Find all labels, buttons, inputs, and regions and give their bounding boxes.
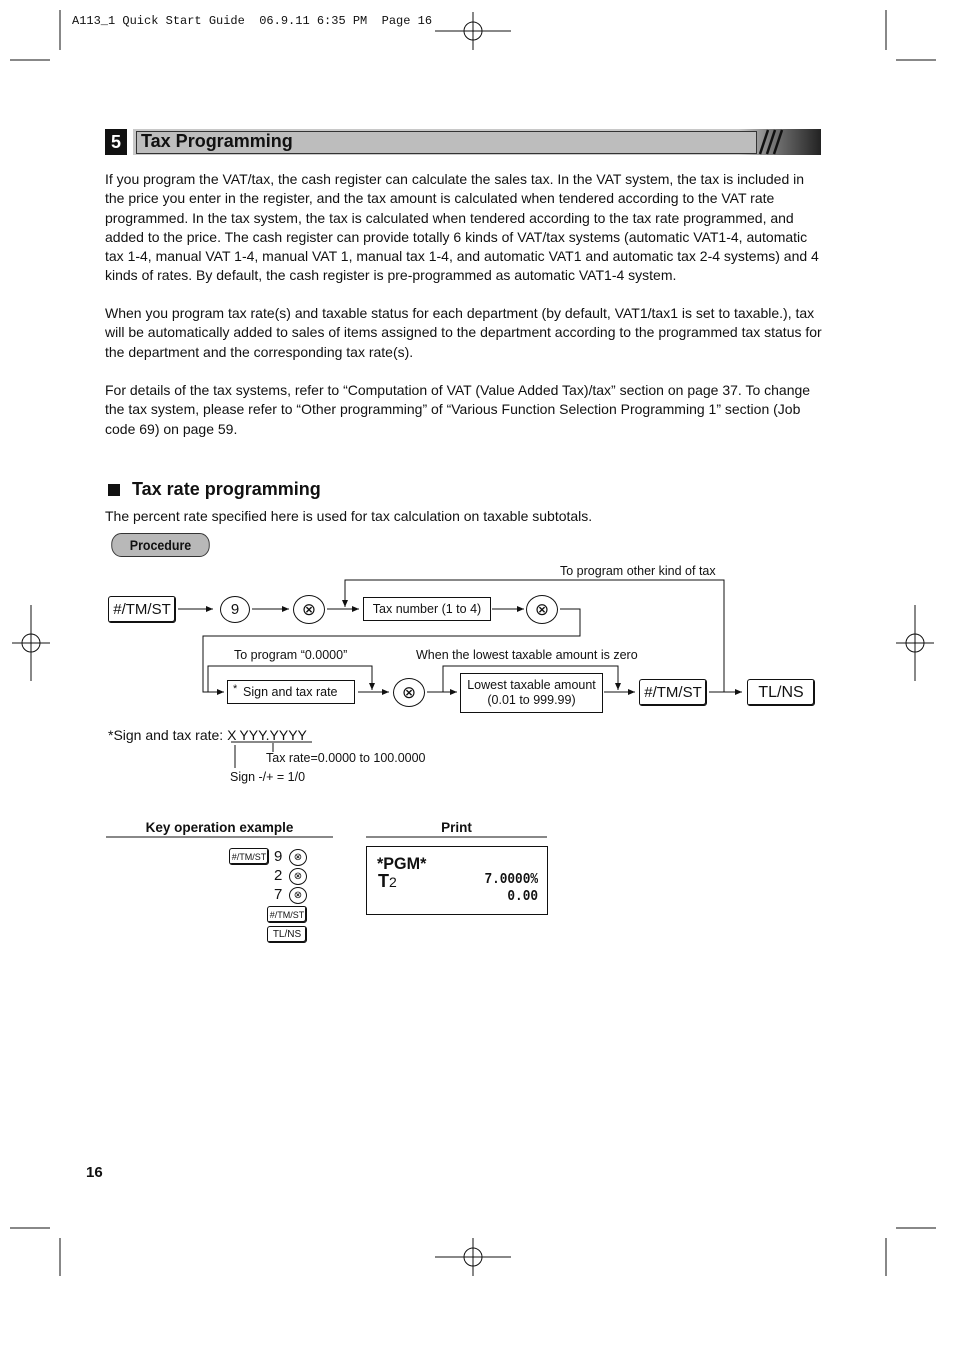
digit-7: 7: [274, 886, 283, 903]
label-other-tax: To program other kind of tax: [560, 564, 716, 578]
tm-st-key: #/TM/ST: [639, 679, 707, 706]
footnote-mark: *: [233, 683, 238, 695]
receipt-amount: 0.00: [507, 888, 538, 905]
format-rate-range: Tax rate=0.0000 to 100.0000: [266, 751, 426, 765]
receipt-print: [366, 846, 548, 915]
receipt-rate: 7.0000%: [484, 871, 538, 888]
print-heading: Print: [441, 820, 472, 835]
digit-9-key: 9: [220, 596, 250, 623]
section-title: Tax Programming: [141, 131, 293, 151]
tm-st-key: #/TM/ST: [108, 596, 176, 623]
multiply-key-icon: ⊗: [289, 887, 307, 904]
section-number-badge: 5: [105, 129, 127, 155]
receipt-t-number: 2: [389, 874, 397, 890]
format-rate-digits: YYY.YYYY: [239, 727, 307, 743]
multiply-key-icon: ⊗: [289, 849, 307, 866]
multiply-key-icon: ⊗: [393, 678, 425, 707]
multiply-key-icon: ⊗: [526, 595, 558, 624]
format-sign-digit: X: [227, 727, 237, 743]
tl-ns-key: TL/NS: [747, 679, 815, 706]
key-operation-heading: Key operation example: [145, 820, 294, 835]
digit-9: 9: [274, 848, 283, 865]
receipt-tax-label: [378, 871, 397, 892]
lowest-taxable-box: [460, 673, 603, 713]
subsection-title: Tax rate programming: [132, 479, 321, 499]
procedure-badge: Procedure: [111, 533, 209, 557]
tax-number-box: Tax number (1 to 4): [363, 597, 491, 621]
receipt-t: T: [378, 871, 389, 891]
sign-tax-rate-box: [227, 680, 355, 704]
tl-ns-key-small: TL/NS: [267, 926, 307, 943]
sign-tax-rate-label: Sign and tax rate: [243, 684, 338, 699]
format-sign: Sign -/+ = 1/0: [230, 770, 306, 784]
multiply-key-icon: ⊗: [289, 868, 307, 885]
paragraph-intro: If you program the VAT/tax, the cash register can calculate the sales tax. In the VAT system, the tax is included in the price you enter in the register, and the tax amount is calculated when tendered according to the VAT rate programmed. In the tax system, the tax is calculated when tendered according to the tax rate programmed, and added to the price. The cash register can provide totally 6 kinds of VAT/tax systems (automatic VAT1-4, automatic tax 1-4, manual VAT 1-4, manual VAT 1, manual tax 1-4, and automatic VAT1 and automatic tax 2-4 systems) and 4 kinds of rates. By default, the cash register is pre-programmed as automatic VAT1-4 system.: [105, 171, 819, 284]
tm-st-key-small: #/TM/ST: [267, 906, 307, 923]
paragraph-department: When you program tax rate(s) and taxable status for each department (by default, VAT1/tax1 is set to taxable.), tax will be automatically added to sales of items assigned to the department according to the programmed tax status for the department and the corresponding tax rate(s).: [105, 305, 822, 360]
paragraph-details: For details of the tax systems, refer to “Computation of VAT (Value Added Tax)/tax” section on page 37. To change the tax system, please refer to “Other programming” of “Various Function Selection Programming 1” section (Job code 69) on page 59.: [105, 382, 811, 437]
tm-st-key-small: #/TM/ST: [229, 848, 269, 865]
digit-2: 2: [274, 867, 283, 884]
subsection-description: The percent rate specified here is used for tax calculation on taxable subtotals.: [105, 508, 593, 524]
label-program-zero: To program “0.0000”: [234, 648, 348, 662]
print-header: A113_1 Quick Start Guide 06.9.11 6:35 PM Page 16: [72, 14, 433, 28]
receipt-pgm: *PGM*: [377, 854, 427, 873]
label-lowest-zero: When the lowest taxable amount is zero: [416, 648, 638, 662]
lowest-taxable-line2: (0.01 to 999.99): [487, 693, 576, 707]
format-note: [108, 727, 307, 743]
page-number: 16: [86, 1164, 103, 1181]
format-prefix: *Sign and tax rate:: [108, 727, 228, 743]
lowest-taxable-line1: Lowest taxable amount: [467, 678, 596, 692]
multiply-key-icon: ⊗: [293, 595, 325, 624]
